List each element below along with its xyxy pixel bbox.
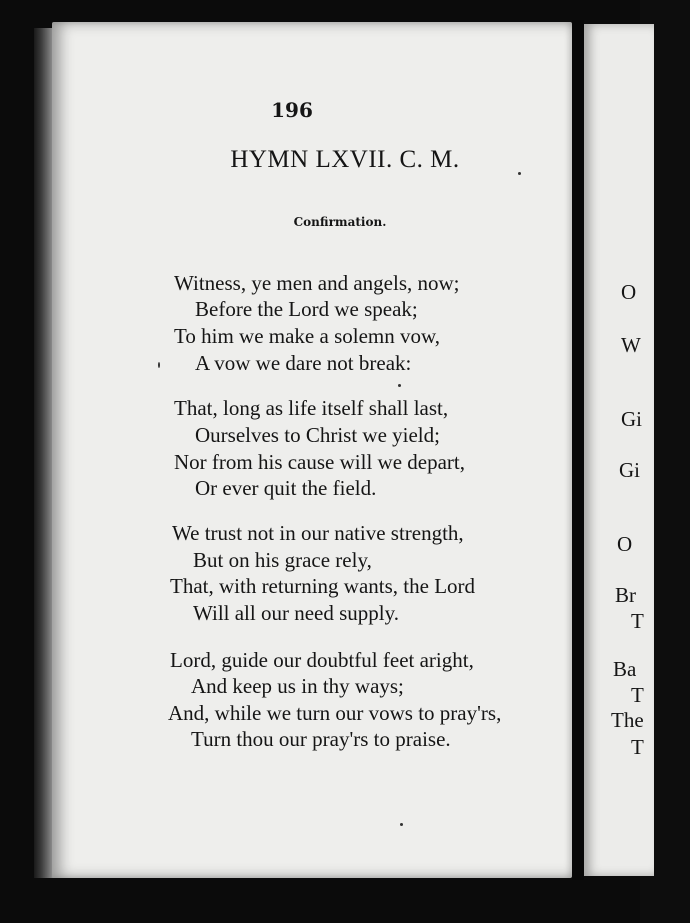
- facing-page-fragment: O: [621, 280, 637, 304]
- verse-line: Witness, ye men and angels, now;: [174, 271, 460, 295]
- facing-page-fragment: T: [631, 683, 644, 707]
- verse-line: That, long as life itself shall last,: [174, 396, 449, 420]
- verse-line: Lord, guide our doubtful feet aright,: [170, 648, 474, 672]
- facing-page-fragment: Br: [615, 583, 636, 607]
- verse-line: But on his grace rely,: [193, 548, 372, 572]
- page-number: 196: [271, 98, 313, 122]
- scan-speck: [398, 384, 401, 387]
- facing-page-fragment: Gi: [619, 458, 640, 482]
- verse-line: Ourselves to Christ we yield;: [195, 423, 440, 447]
- facing-page-fragment: The: [611, 708, 644, 732]
- verse-line: Nor from his cause will we depart,: [174, 450, 465, 474]
- verse-line: And keep us in thy ways;: [191, 674, 404, 698]
- scan-speck: [158, 362, 160, 368]
- verse-line: That, with returning wants, the Lord: [170, 574, 476, 598]
- verse-line: Turn thou our pray'rs to praise.: [191, 727, 451, 751]
- hymn-title: HYMN LXVII. C. M.: [230, 146, 460, 173]
- verse-line: Will all our need supply.: [193, 601, 400, 625]
- verse-line: A vow we dare not break:: [195, 351, 412, 375]
- verse-line: To him we make a solemn vow,: [174, 324, 441, 348]
- facing-page-fragment: W: [621, 333, 641, 357]
- verse-line: We trust not in our native strength,: [172, 521, 464, 545]
- verse-line: Or ever quit the field.: [195, 476, 377, 500]
- facing-page-fragment: O: [617, 532, 633, 556]
- verse-line: And, while we turn our vows to pray'rs,: [168, 701, 502, 725]
- facing-page-fragment: T: [631, 609, 644, 633]
- facing-page-fragment: Ba: [613, 657, 637, 681]
- hymn-subtitle: Confirmation.: [293, 215, 387, 229]
- facing-page-fragment: T: [631, 735, 644, 759]
- verse-line: Before the Lord we speak;: [195, 297, 418, 321]
- scan-speck: [518, 172, 521, 175]
- scan-speck: [400, 823, 403, 826]
- facing-page-fragment: Gi: [621, 407, 642, 431]
